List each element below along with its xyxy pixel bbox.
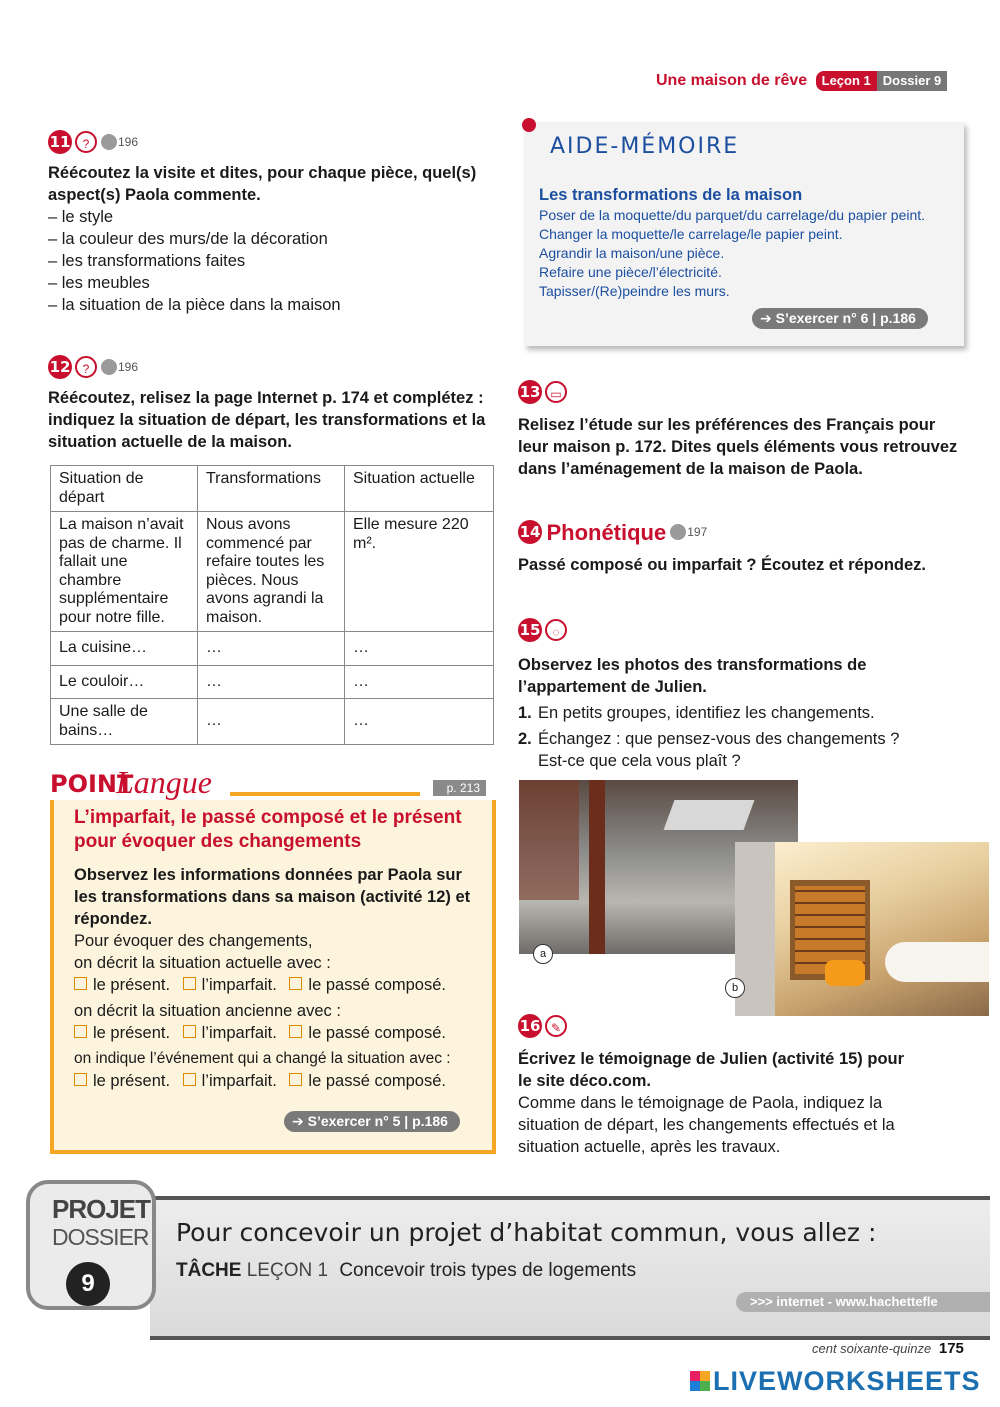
option[interactable]: l’imparfait. bbox=[183, 1072, 277, 1090]
arrow-right-icon: ➔ bbox=[760, 310, 776, 326]
track-number: 196 bbox=[118, 360, 139, 374]
table-header: Situation actuelle bbox=[345, 466, 494, 512]
photo-a-label: a bbox=[533, 944, 553, 964]
table-cell: … bbox=[198, 665, 345, 699]
activity-16 bbox=[518, 1014, 963, 1158]
projet-badge bbox=[26, 1180, 156, 1310]
activity-number: 13 bbox=[518, 380, 542, 404]
projet-title: Pour concevoir un projet d’habitat commun, vous allez : bbox=[176, 1218, 877, 1247]
question-1: on décrit la situation actuelle avec : bbox=[74, 954, 331, 972]
page-header bbox=[656, 70, 966, 92]
aide-memoire-subtitle: Les transformations de la maison bbox=[539, 186, 803, 204]
options-row-2 bbox=[74, 1022, 484, 1044]
table-row bbox=[51, 512, 494, 632]
activity-16-text: Comme dans le témoignage de Paola, indiquez la situation de départ, les changements effectués et la situation actuelle, après les travaux. bbox=[518, 1094, 895, 1156]
task-text: Concevoir trois types de logements bbox=[339, 1260, 637, 1281]
heading-rule bbox=[230, 792, 420, 796]
table-cell: Le couloir… bbox=[51, 665, 198, 699]
point-langue-instruction: Observez les informations données par Paola sur les transformations dans sa maison (activité 12) et répondez. bbox=[74, 866, 471, 928]
activity-16-instruction: Écrivez le témoignage de Julien (activité 15) pour le site déco.com. bbox=[518, 1050, 905, 1090]
activity-number: 14 bbox=[518, 520, 542, 544]
activity-15 bbox=[518, 618, 963, 772]
lesson-badge: Leçon 1 bbox=[816, 71, 877, 91]
photo-b-label: b bbox=[725, 978, 745, 998]
activity-number: 16 bbox=[518, 1014, 542, 1038]
activity-12 bbox=[48, 355, 498, 453]
aide-line: Tapisser/(Re)peindre les murs. bbox=[539, 283, 730, 299]
checkbox[interactable] bbox=[74, 1025, 87, 1038]
speech-bubbles-icon: ◌ bbox=[545, 619, 567, 641]
header-title: Une maison de rêve bbox=[656, 72, 808, 89]
aspect-item: – les meubles bbox=[48, 274, 150, 292]
liveworksheets-logo bbox=[690, 1366, 981, 1396]
activity-15-instruction: Observez les photos des transformations de l’appartement de Julien. bbox=[518, 656, 867, 696]
point-langue-intro: Pour évoquer des changements, bbox=[74, 932, 313, 950]
ear-icon: ? bbox=[75, 131, 97, 153]
cd-icon bbox=[670, 524, 686, 540]
checkbox[interactable] bbox=[289, 1025, 302, 1038]
aide-memoire-title: AIDE-MÉMOIRE bbox=[550, 134, 740, 159]
activity-11-header bbox=[48, 130, 498, 156]
table-cell: Nous avons commencé par refaire toutes les pièces. Nous avons agrandi la maison. bbox=[198, 512, 345, 632]
activity-14 bbox=[518, 520, 963, 576]
page-words: cent soixante-quinze bbox=[812, 1341, 932, 1356]
question-3: on indique l’événement qui a changé la situation avec : bbox=[74, 1050, 451, 1067]
activity-11 bbox=[48, 130, 498, 316]
task-label: TÂCHE bbox=[176, 1260, 242, 1281]
aide-line: Refaire une pièce/l’électricité. bbox=[539, 264, 722, 280]
point-langue-title: L’imparfait, le passé composé et le présent pour évoquer des changements bbox=[74, 807, 462, 852]
table-row bbox=[51, 699, 494, 745]
activity-16-header bbox=[518, 1014, 963, 1040]
checkbox[interactable] bbox=[74, 1073, 87, 1086]
task-line bbox=[176, 1260, 636, 1282]
aide-line: Poser de la moquette/du parquet/du carrelage/du papier peint. bbox=[539, 207, 926, 223]
situation-table bbox=[50, 465, 494, 745]
aide-line: Agrandir la maison/une pièce. bbox=[539, 245, 725, 261]
pin-icon bbox=[522, 118, 536, 132]
option[interactable]: le présent. bbox=[74, 976, 170, 994]
pen-icon: ✎ bbox=[545, 1015, 567, 1037]
aspect-item: – la situation de la pièce dans la maison bbox=[48, 296, 341, 314]
activity-14-header bbox=[518, 520, 963, 548]
option[interactable]: le passé composé. bbox=[289, 976, 446, 994]
table-cell: … bbox=[345, 665, 494, 699]
table-header: Transformations bbox=[198, 466, 345, 512]
track-number: 196 bbox=[118, 135, 139, 149]
aspect-item: – le style bbox=[48, 208, 114, 226]
question-2: on décrit la situation ancienne avec : bbox=[74, 1002, 341, 1020]
step-1: 1. En petits groupes, identifiez les changements. bbox=[518, 704, 875, 722]
page-number bbox=[812, 1340, 964, 1357]
activity-12-instruction: Réécoutez, relisez la page Internet p. 174 et complétez : indiquez la situation de départ, les transformations et la situation actuelle de la maison. bbox=[48, 389, 486, 451]
option[interactable]: le passé composé. bbox=[289, 1072, 446, 1090]
phonetique-title: Phonétique bbox=[546, 520, 667, 545]
activity-15-header bbox=[518, 618, 963, 644]
langue-label: Langue bbox=[116, 764, 212, 800]
checkbox[interactable] bbox=[183, 1073, 196, 1086]
dossier-number: 9 bbox=[66, 1262, 110, 1306]
option[interactable]: l’imparfait. bbox=[183, 976, 277, 994]
activity-14-instruction: Passé composé ou imparfait ? Écoutez et répondez. bbox=[518, 556, 927, 574]
exercise-link-6[interactable]: ➔ S’exercer n° 6 | p.186 bbox=[752, 308, 928, 329]
activity-11-instruction: Réécoutez la visite et dites, pour chaque pièce, quel(s) aspect(s) Paola commente. bbox=[48, 164, 477, 204]
point-langue-content bbox=[74, 806, 484, 1092]
table-cell: Une salle de bains… bbox=[51, 699, 198, 745]
grammar-ref: p. 213 bbox=[433, 780, 486, 796]
point-langue-heading bbox=[50, 764, 496, 800]
table-row bbox=[51, 665, 494, 699]
options-row-3 bbox=[74, 1070, 484, 1092]
checkbox[interactable] bbox=[183, 1025, 196, 1038]
book-icon: ▭ bbox=[545, 381, 567, 403]
table-cell: … bbox=[345, 699, 494, 745]
activity-13-instruction: Relisez l’étude sur les préférences des Français pour leur maison p. 172. Dites quels éléments vous retrouvez dans l’aménagement de la maison de Paola. bbox=[518, 416, 958, 478]
dossier-label: DOSSIER bbox=[52, 1224, 149, 1250]
checkbox[interactable] bbox=[289, 1073, 302, 1086]
activity-number: 11 bbox=[48, 130, 72, 154]
photo-b-attic-after bbox=[735, 842, 989, 1016]
arrow-right-icon: ➔ bbox=[292, 1113, 308, 1129]
track-number: 197 bbox=[687, 525, 708, 539]
option[interactable]: le présent. bbox=[74, 1024, 170, 1042]
table-cell: … bbox=[198, 632, 345, 666]
grid-icon bbox=[690, 1371, 710, 1391]
table-cell: … bbox=[345, 632, 494, 666]
task-lesson: LEÇON 1 bbox=[246, 1260, 329, 1281]
activity-13-header bbox=[518, 380, 963, 406]
dossier-badge: Dossier 9 bbox=[877, 71, 948, 91]
aide-memoire-content bbox=[539, 184, 959, 301]
projet-label: PROJET bbox=[52, 1194, 151, 1224]
exercise-link-5[interactable]: ➔ S’exercer n° 5 | p.186 bbox=[284, 1111, 460, 1132]
activity-12-header bbox=[48, 355, 498, 381]
checkbox[interactable] bbox=[74, 977, 87, 990]
ear-icon: ? bbox=[75, 356, 97, 378]
step-2: 2. Échangez : que pensez-vous des changements ? Est-ce que cela vous plaît ? bbox=[518, 730, 900, 770]
table-header-row bbox=[51, 466, 494, 512]
activity-number: 12 bbox=[48, 355, 72, 379]
option[interactable]: le passé composé. bbox=[289, 1024, 446, 1042]
table-cell: La cuisine… bbox=[51, 632, 198, 666]
table-cell: La maison n’avait pas de charme. Il fallait une chambre supplémentaire pour notre fille. bbox=[51, 512, 198, 632]
aide-line: Changer la moquette/le carrelage/le papier peint. bbox=[539, 226, 843, 242]
table-cell: … bbox=[198, 699, 345, 745]
table-header: Situation de départ bbox=[51, 466, 198, 512]
activity-number: 15 bbox=[518, 618, 542, 642]
cd-icon bbox=[101, 359, 117, 375]
options-row-1 bbox=[74, 974, 484, 996]
table-cell: Elle mesure 220 m². bbox=[345, 512, 494, 632]
cd-icon bbox=[101, 134, 117, 150]
checkbox[interactable] bbox=[289, 977, 302, 990]
internet-link[interactable]: >>> internet - www.hachettefle bbox=[736, 1292, 990, 1312]
aspect-item: – la couleur des murs/de la décoration bbox=[48, 230, 328, 248]
table-row bbox=[51, 632, 494, 666]
option[interactable]: l’imparfait. bbox=[183, 1024, 277, 1042]
point-label: POINT bbox=[50, 770, 134, 798]
option[interactable]: le présent. bbox=[74, 1072, 170, 1090]
activity-13 bbox=[518, 380, 963, 480]
aspect-item: – les transformations faites bbox=[48, 252, 246, 270]
brand-name: LIVEWORKSHEETS bbox=[713, 1366, 981, 1396]
checkbox[interactable] bbox=[183, 977, 196, 990]
page-num: 175 bbox=[938, 1340, 964, 1357]
